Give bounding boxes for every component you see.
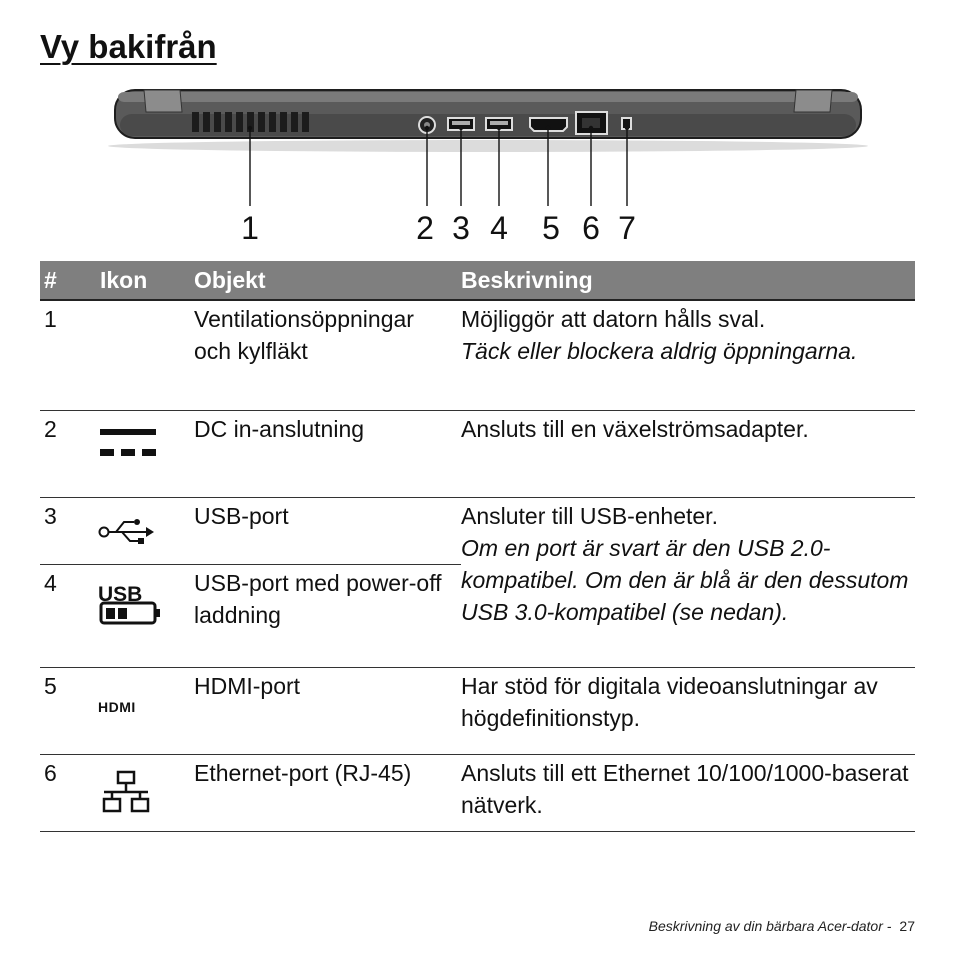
header-icon: Ikon	[96, 261, 190, 300]
table-row	[40, 411, 915, 498]
page-title: Vy bakifrån	[40, 28, 217, 65]
laptop-rear-view-figure	[0, 84, 954, 254]
row-description	[461, 498, 915, 668]
description-note: Om en port är svart är den USB 2.0-kompatibel. Om den är blå är den dessutom USB 3.0-kompatibel (se nedan).	[461, 535, 909, 625]
table-row	[40, 668, 915, 755]
laptop-rear-illustration	[115, 90, 861, 138]
row-object: DC in-anslutning	[190, 411, 461, 498]
table-row	[40, 755, 915, 832]
page-number: 27	[899, 918, 915, 934]
description-text: Ansluts till ett Ethernet 10/100/1000-baserat nätverk.	[461, 760, 909, 818]
row-object: HDMI-port	[190, 668, 461, 755]
page-footer	[649, 918, 915, 934]
description-text: Har stöd för digitala videoanslutningar av högdefinitionstyp.	[461, 673, 878, 731]
footer-text: Beskrivning av din bärbara Acer-dator -	[648, 918, 892, 934]
callout-7: 7	[618, 210, 636, 246]
dc-in-icon	[96, 425, 156, 465]
description-text: Ansluter till USB-enheter.	[461, 503, 718, 529]
table-row	[40, 498, 915, 565]
row-icon	[96, 498, 190, 565]
row-description	[461, 755, 915, 832]
ethernet-icon	[96, 769, 156, 815]
callout-1: 1	[241, 210, 259, 246]
callout-3: 3	[452, 210, 470, 246]
row-object: Ventilationsöppningar och kylfläkt	[190, 300, 461, 411]
row-object: Ethernet-port (RJ-45)	[190, 755, 461, 832]
callout-lines	[250, 128, 627, 206]
row-num: 4	[40, 565, 96, 668]
row-num: 5	[40, 668, 96, 755]
row-num: 6	[40, 755, 96, 832]
usb-icon	[96, 512, 158, 546]
header-description: Beskrivning	[461, 261, 915, 300]
row-object: USB-port	[190, 498, 461, 565]
table-row	[40, 300, 915, 411]
row-icon	[96, 668, 190, 755]
callout-2: 2	[416, 210, 434, 246]
row-description	[461, 668, 915, 755]
row-num: 3	[40, 498, 96, 565]
row-object: USB-port med power-off laddning	[190, 565, 461, 668]
header-num: #	[40, 261, 96, 300]
table-header-row	[40, 261, 915, 300]
ports-table	[40, 261, 915, 832]
row-description	[461, 411, 915, 498]
callout-6: 6	[582, 210, 600, 246]
svg-text:USB: USB	[98, 583, 143, 606]
row-icon	[96, 755, 190, 832]
row-description	[461, 300, 915, 411]
callout-4: 4	[490, 210, 508, 246]
svg-text:HDMI: HDMI	[98, 699, 136, 715]
description-text: Ansluts till en växelströmsadapter.	[461, 416, 809, 442]
row-icon	[96, 411, 190, 498]
description-text: Möjliggör att datorn hålls sval.	[461, 306, 766, 332]
row-num: 2	[40, 411, 96, 498]
row-num: 1	[40, 300, 96, 411]
callout-5: 5	[542, 210, 560, 246]
usb-power-off-charging-icon	[96, 579, 162, 625]
row-icon-empty	[96, 300, 190, 411]
description-note: Täck eller blockera aldrig öppningarna.	[461, 338, 858, 364]
header-object: Objekt	[190, 261, 461, 300]
hdmi-icon	[96, 682, 160, 722]
row-icon	[96, 565, 190, 668]
